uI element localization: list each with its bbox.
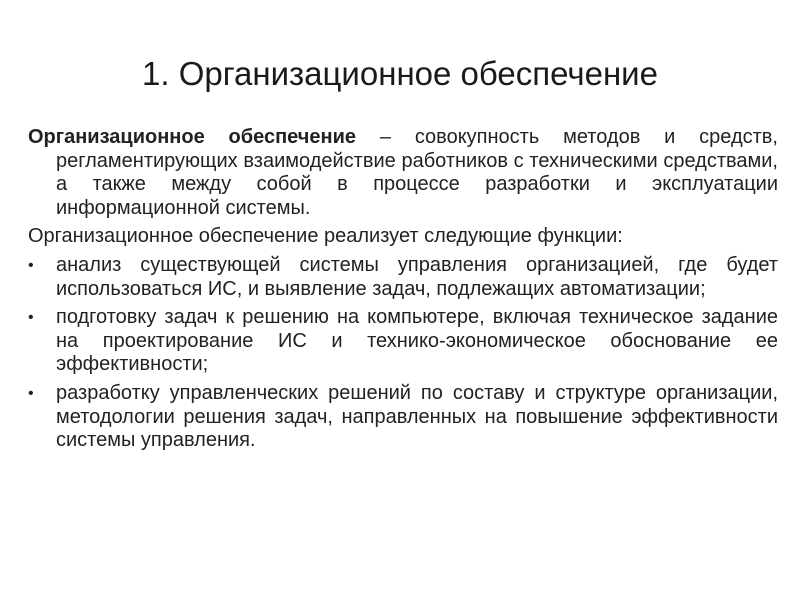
list-item-text: анализ существующей системы управления организацией, где будет использоваться ИС, и выявление задач, подлежащих автоматизации;: [56, 253, 778, 300]
definition-text: – совокупность методов и средств, регламентирующих взаимодействие работников с техническими средствами, а также между собой в процессе разработки и эксплуатации информационной системы.: [56, 126, 778, 219]
list-item-text: подготовку задач к решению на компьютере, включая техническое задание на проектирование ИС и технико-экономическое обоснование ее эффективности;: [56, 306, 778, 376]
definition-paragraph: [28, 126, 778, 220]
slide-body: [28, 126, 778, 458]
functions-intro: Организационное обеспечение реализует следующие функции:: [28, 225, 623, 248]
functions-list: [28, 254, 778, 453]
bullet-icon: •: [28, 309, 34, 327]
list-item: [28, 382, 778, 453]
list-item: [28, 254, 778, 301]
bullet-icon: •: [28, 384, 34, 402]
definition-term: Организационное обеспечение: [28, 126, 357, 148]
list-item-text: разработку управленческих решений по составу и структуре организации, методологии решения задач, направленных на повышение эффективности системы управления.: [56, 381, 778, 452]
slide-title: 1. Организационное обеспечение: [142, 55, 658, 92]
list-item: [28, 306, 778, 377]
bullet-icon: •: [28, 256, 34, 274]
